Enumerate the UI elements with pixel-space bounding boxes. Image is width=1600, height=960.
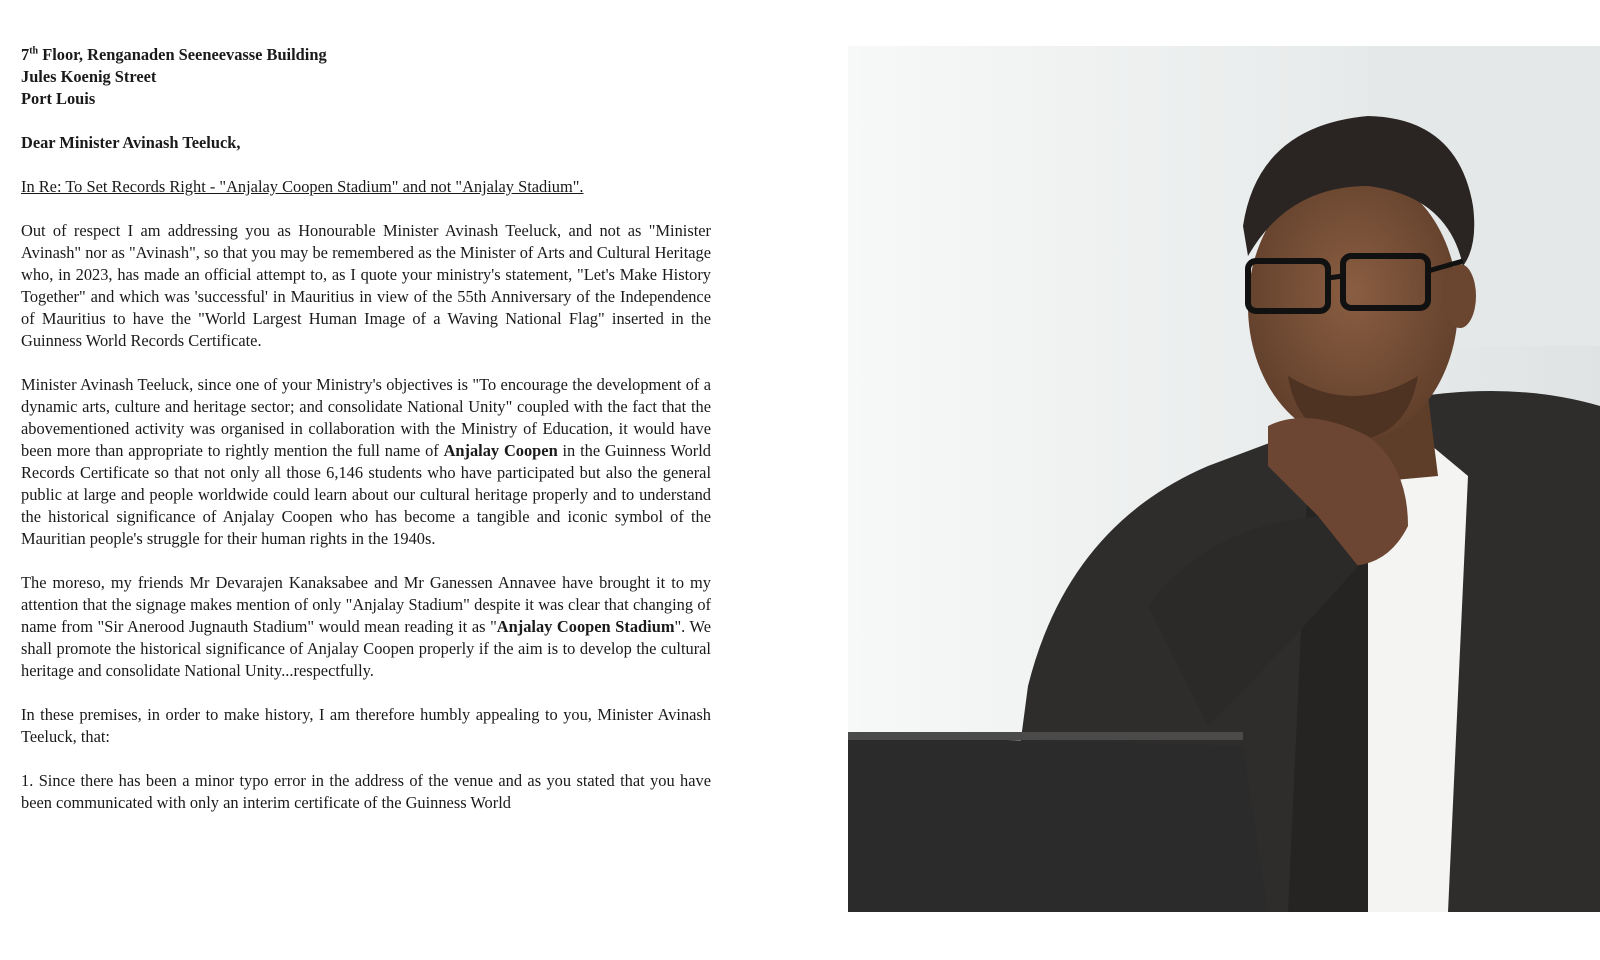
portrait-illustration (848, 46, 1600, 912)
glasses-bridge (1328, 276, 1343, 278)
address-line-1: Floor, Renganaden Seeneevasse Building (38, 45, 327, 64)
paragraph-5: 1. Since there has been a minor typo error in the address of the venue and as you stated that you have been communicated with only an interim certificate of the Guinness World (21, 771, 711, 812)
ear (1444, 264, 1476, 328)
portrait-photo (848, 46, 1600, 912)
paragraph-3-part-1: The moreso, my friends Mr Devarajen Kanaksabee and Mr Ganessen Annavee have brought it to my attention that the signage makes mention of only "Anjalay Stadium" despite it was clear that changing of name from "Sir Anerood Jugnauth Stadium" would mean reading it as " (21, 573, 711, 636)
address-line-3: Port Louis (21, 89, 96, 108)
paragraph-4: In these premises, in order to make history, I am therefore humbly appealing to you, Minister Avinash Teeluck, that: (21, 705, 711, 746)
address-line-2: Jules Koenig Street (21, 67, 157, 86)
laptop-edge (848, 732, 1243, 740)
address-floor-number: 7 (21, 45, 30, 64)
paragraph-2-part-2: in the Guinness World Records Certificate so that not only all those 6,146 students who have participated but also the general public at large and people worldwide could learn about our cultural heritage properly and to understand the historical significance of Anjalay Coopen who has become a tangible and iconic symbol of the Mauritian people's struggle for their human rights in the 1940s. (21, 441, 712, 548)
laptop (848, 736, 1268, 912)
paragraph-3 (21, 572, 711, 682)
paragraph-2 (21, 374, 711, 550)
salutation: Dear Minister Avinash Teeluck, (21, 133, 241, 152)
paragraph-1: Out of respect I am addressing you as Honourable Minister Avinash Teeluck, and not as "Minister Avinash" nor as "Avinash", so that you may be remembered as the Minister of Arts and Cultural Heritage who, in 2023, has made an official attempt to, as I quote your ministry's statement, "Let's Make History Together" and which was 'successful' in Mauritius in view of the 55th Anniversary of the Independence of Mauritius to have the "World Largest Human Image of a Waving National Flag" inserted in the Guinness World Records Certificate. (21, 221, 711, 350)
paragraph-3-bold: Anjalay Coopen Stadium (496, 617, 675, 636)
paragraph-2-bold: Anjalay Coopen (443, 441, 558, 460)
address-floor-suffix: th (29, 45, 39, 57)
subject-line: In Re: To Set Records Right - "Anjalay Coopen Stadium" and not "Anjalay Stadium". (21, 177, 584, 196)
paragraph-3-part-2: ". We shall promote the historical significance of Anjalay Coopen properly if the aim is to develop the cultural heritage and consolidate National Unity...respectfully. (21, 617, 711, 680)
letter-text (21, 44, 711, 814)
sender-address (21, 44, 711, 110)
paragraph-2-part-1: Minister Avinash Teeluck, since one of your Ministry's objectives is "To encourage the development of a dynamic arts, culture and heritage sector; and consolidate National Unity" coupled with the fact that the abovementioned activity was organised in collaboration with the Ministry of Education, it would have been more than appropriate to rightly mention the full name of (21, 375, 711, 460)
